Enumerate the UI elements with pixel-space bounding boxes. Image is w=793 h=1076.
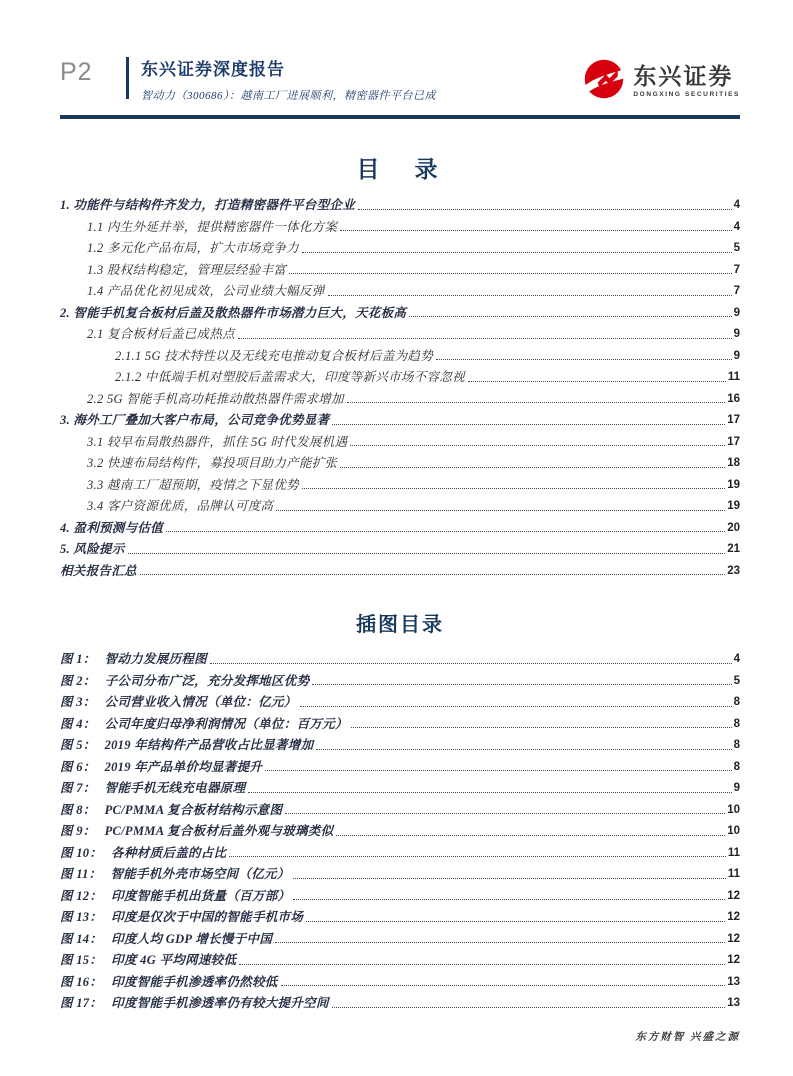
figure-entry-page: 11: [727, 868, 740, 880]
dotted-leader: [436, 359, 732, 360]
toc-entry-page: 5: [733, 242, 740, 254]
figure-entry-page: 8: [733, 760, 740, 773]
figure-entry-page: 13: [727, 975, 740, 988]
toc-entry[interactable]: [60, 500, 740, 514]
figure-entry-label: PC/PMMA 复合板材结构示意图: [104, 802, 283, 817]
page-header: [60, 55, 740, 106]
figure-entry[interactable]: [60, 868, 740, 882]
figure-entry[interactable]: [60, 718, 740, 732]
toc-entry-label: 3.4 客户资源优质，品牌认可度高: [87, 499, 274, 513]
toc-entry[interactable]: [60, 350, 740, 364]
dotted-leader: [285, 813, 725, 814]
figure-entry-label: 智能手机外壳市场空间（亿元）: [110, 867, 290, 881]
dotted-leader: [210, 663, 732, 664]
figure-entry-number: 图 14：: [60, 931, 103, 946]
toc-title: 目 录: [356, 156, 444, 182]
dotted-leader: [302, 488, 725, 489]
dotted-leader: [336, 835, 725, 836]
figure-toc-title: 插图目录: [356, 614, 444, 636]
toc-entry[interactable]: [60, 436, 740, 450]
toc-entry-label: 1.2 多元化产品布局，扩大市场竞争力: [87, 241, 299, 255]
figure-entry[interactable]: [60, 976, 740, 990]
figure-entry[interactable]: [60, 911, 740, 925]
dotted-leader: [276, 510, 725, 511]
figure-entry-label: 2019 年产品单价均显著提升: [104, 759, 263, 774]
dotted-leader: [332, 1007, 725, 1008]
figure-entry-label: 印度 4G 平均网速较低: [111, 953, 237, 967]
figure-entry-number: 图 9：: [60, 824, 96, 838]
toc-entry-page: 19: [727, 500, 740, 512]
footer-slogan: 东方财智 兴盛之源: [635, 1032, 740, 1043]
toc-entry-label: 2. 智能手机复合板材后盖及散热器件市场潜力巨大，天花板高: [60, 305, 407, 320]
toc-entry-page: 7: [733, 285, 740, 297]
toc-entry-page: 20: [727, 521, 740, 534]
figure-entry[interactable]: [60, 825, 740, 839]
figure-entry-label: 智动力发展历程图: [104, 652, 207, 666]
toc-entry-page: 21: [727, 543, 740, 555]
dotted-leader: [358, 209, 732, 210]
figure-entry-page: 11: [727, 846, 740, 859]
figure-entry-page: 12: [727, 889, 740, 902]
toc-entry[interactable]: [60, 285, 740, 299]
report-subtitle: 智动力（300686）：越南工厂进展顺利，精密器件平台已成: [141, 90, 436, 102]
toc-entry-page: 7: [733, 263, 740, 276]
toc-entry[interactable]: [60, 328, 740, 342]
toc-entry-page: 4: [733, 199, 740, 211]
figure-entry-number: 图 17：: [60, 996, 103, 1010]
toc-entry-page: 19: [727, 478, 740, 491]
toc-entry-label: 2.1.2 中低端手机对塑胶后盖需求大，印度等新兴市场不容忽视: [115, 370, 465, 384]
toc-entry[interactable]: [60, 393, 740, 407]
figure-entry-page: 12: [727, 932, 740, 945]
dotted-leader: [300, 706, 732, 707]
toc-entry-label: 3.1 较早布局散热器件，抓住 5G 时代发展机遇: [87, 434, 348, 449]
dotted-leader: [140, 574, 725, 575]
toc-entry-page: 17: [727, 435, 740, 448]
figure-entry[interactable]: [60, 653, 740, 667]
figure-entry[interactable]: [60, 761, 740, 775]
figure-entry-page: 10: [727, 825, 740, 837]
figure-entry-number: 图 7：: [60, 781, 96, 795]
figure-entry[interactable]: [60, 847, 740, 861]
dotted-leader: [289, 273, 731, 274]
toc-entry[interactable]: [60, 199, 740, 213]
figure-entry-number: 图 8：: [60, 802, 96, 817]
toc-entry-label: 1.3 股权结构稳定，管理层经验丰富: [87, 262, 287, 277]
figure-entry-page: 4: [733, 653, 740, 665]
dotted-leader: [302, 252, 732, 253]
toc-entry-label: 3.3 越南工厂超预期，疫情之下显优势: [87, 477, 299, 492]
dotted-leader: [281, 985, 726, 986]
figure-entry[interactable]: [60, 997, 740, 1011]
figure-entry-label: 印度是仅次于中国的智能手机市场: [111, 910, 304, 924]
toc-entry[interactable]: [60, 522, 740, 536]
dotted-leader: [316, 749, 731, 750]
dotted-leader: [275, 942, 725, 943]
dotted-leader: [340, 467, 725, 468]
figure-entry-label: 印度智能手机渗透率仍然较低: [111, 974, 278, 989]
page-number-label: P2: [60, 58, 93, 86]
figure-entry-label: 各种材质后盖的占比: [111, 845, 227, 860]
figure-entry-label: PC/PMMA 复合板材后盖外观与玻璃类似: [104, 824, 334, 838]
figure-entry-page: 8: [733, 696, 740, 708]
dotted-leader: [293, 878, 726, 879]
toc-entry-page: 4: [733, 220, 740, 233]
figure-entry-number: 图 12：: [60, 888, 103, 903]
dotted-leader: [306, 921, 725, 922]
figure-entry-label: 公司年度归母净利润情况（单位：百万元）: [104, 716, 348, 731]
logo-name-en: DONGXING SECURITIES: [633, 91, 740, 98]
figure-entry-page: 13: [727, 997, 740, 1009]
figure-entry-number: 图 15：: [60, 953, 103, 967]
dotted-leader: [312, 684, 731, 685]
toc-entry[interactable]: [60, 414, 740, 428]
toc-entry-page: 18: [727, 457, 740, 469]
toc-entry[interactable]: [60, 565, 740, 579]
figure-entry-number: 图 5：: [60, 738, 96, 752]
figure-entry-number: 图 6：: [60, 759, 96, 774]
report-type-title: 东兴证券深度报告: [141, 60, 285, 79]
dotted-leader: [409, 316, 731, 317]
toc-entry[interactable]: [60, 479, 740, 493]
toc-entry-label: 2.2 5G 智能手机高功耗推动散热器件需求增加: [87, 391, 344, 406]
dotted-leader: [350, 445, 725, 446]
figure-entry-page: 5: [733, 674, 740, 687]
figure-entry-label: 印度智能手机渗透率仍有较大提升空间: [111, 996, 329, 1010]
toc-entry-label: 3.2 快速布局结构件，募投项目助力产能扩张: [87, 456, 338, 470]
dotted-leader: [347, 402, 725, 403]
figure-entry-page: 12: [727, 911, 740, 923]
figure-entry-label: 印度人均 GDP 增长慢于中国: [111, 931, 273, 946]
figure-entry-page: 12: [727, 954, 740, 966]
header-divider-bar: [126, 57, 129, 99]
dotted-leader: [328, 295, 732, 296]
toc-entry-label: 相关报告汇总: [60, 563, 137, 578]
figure-entry-number: 图 4：: [60, 716, 96, 731]
figure-entry[interactable]: [60, 696, 740, 710]
dotted-leader: [238, 338, 732, 339]
header-rule: [60, 115, 740, 119]
toc-list: [60, 199, 740, 578]
dongxing-logo-icon: [582, 57, 626, 106]
toc-entry[interactable]: [60, 221, 740, 235]
toc-entry-page: 17: [727, 414, 740, 426]
dotted-leader: [229, 856, 725, 857]
toc-entry-page: 9: [733, 306, 740, 319]
toc-entry-label: 2.1.1 5G 技术特性以及无线充电推动复合板材后盖为趋势: [115, 348, 434, 363]
dotted-leader: [128, 553, 726, 554]
figure-entry-page: 8: [733, 717, 740, 730]
toc-entry-label: 4. 盈利预测与估值: [60, 520, 164, 535]
figure-entry-page: 9: [733, 782, 740, 794]
figure-entry-number: 图 11：: [60, 867, 102, 881]
dotted-leader: [293, 899, 725, 900]
dotted-leader: [166, 531, 725, 532]
figure-entry-label: 印度智能手机出货量（百万部）: [111, 888, 291, 903]
toc-entry-label: 1.4 产品优化初见成效，公司业绩大幅反弹: [87, 284, 325, 298]
toc-entry[interactable]: [60, 242, 740, 256]
dotted-leader: [468, 381, 726, 382]
logo-name-cn: 东兴证券: [633, 63, 734, 89]
figure-entry-number: 图 2：: [60, 673, 96, 688]
figure-entry[interactable]: [60, 954, 740, 968]
toc-entry-label: 5. 风险提示: [60, 542, 125, 556]
dotted-leader: [239, 964, 725, 965]
figure-entry-label: 智能手机无线充电器原理: [104, 781, 246, 795]
toc-entry[interactable]: [60, 371, 740, 385]
figure-entry-number: 图 13：: [60, 910, 103, 924]
figure-entry[interactable]: [60, 890, 740, 904]
figure-entry[interactable]: [60, 782, 740, 796]
figure-entry[interactable]: [60, 739, 740, 753]
figure-entry[interactable]: [60, 804, 740, 818]
figure-entry-page: 10: [727, 803, 740, 816]
figure-entry-label: 子公司分布广泛，充分发挥地区优势: [104, 673, 310, 688]
dotted-leader: [340, 230, 731, 231]
toc-entry-page: 23: [727, 564, 740, 577]
dotted-leader: [265, 770, 731, 771]
toc-entry-label: 1. 功能件与结构件齐发力，打造精密器件平台型企业: [60, 198, 356, 212]
dotted-leader: [351, 727, 732, 728]
toc-entry-page: 9: [733, 328, 740, 340]
toc-entry[interactable]: [60, 457, 740, 471]
figure-entry-page: 8: [733, 739, 740, 751]
figure-entry[interactable]: [60, 675, 740, 689]
toc-entry-page: 11: [727, 371, 740, 383]
figure-entry[interactable]: [60, 933, 740, 947]
dotted-leader: [248, 792, 731, 793]
toc-entry-label: 3. 海外工厂叠加大客户布局，公司竞争优势显著: [60, 413, 330, 427]
toc-entry[interactable]: [60, 264, 740, 278]
toc-entry[interactable]: [60, 543, 740, 557]
figure-list: [60, 653, 740, 1011]
toc-entry-page: 9: [733, 349, 740, 362]
figure-entry-number: 图 10：: [60, 845, 103, 860]
figure-entry-label: 2019 年结构件产品营收占比显著增加: [104, 738, 314, 752]
toc-entry-label: 2.1 复合板材后盖已成热点: [87, 327, 235, 341]
toc-entry-label: 1.1 内生外延并举，提供精密器件一体化方案: [87, 219, 338, 234]
figure-entry-number: 图 3：: [60, 695, 96, 709]
figure-entry-number: 图 1：: [60, 652, 96, 666]
toc-entry-page: 16: [727, 392, 740, 405]
dotted-leader: [332, 424, 725, 425]
toc-entry[interactable]: [60, 307, 740, 321]
figure-entry-number: 图 16：: [60, 974, 103, 989]
header-titles: [141, 55, 436, 103]
dongxing-securities-logo: [582, 57, 740, 106]
figure-entry-label: 公司营业收入情况（单位：亿元）: [104, 695, 297, 709]
